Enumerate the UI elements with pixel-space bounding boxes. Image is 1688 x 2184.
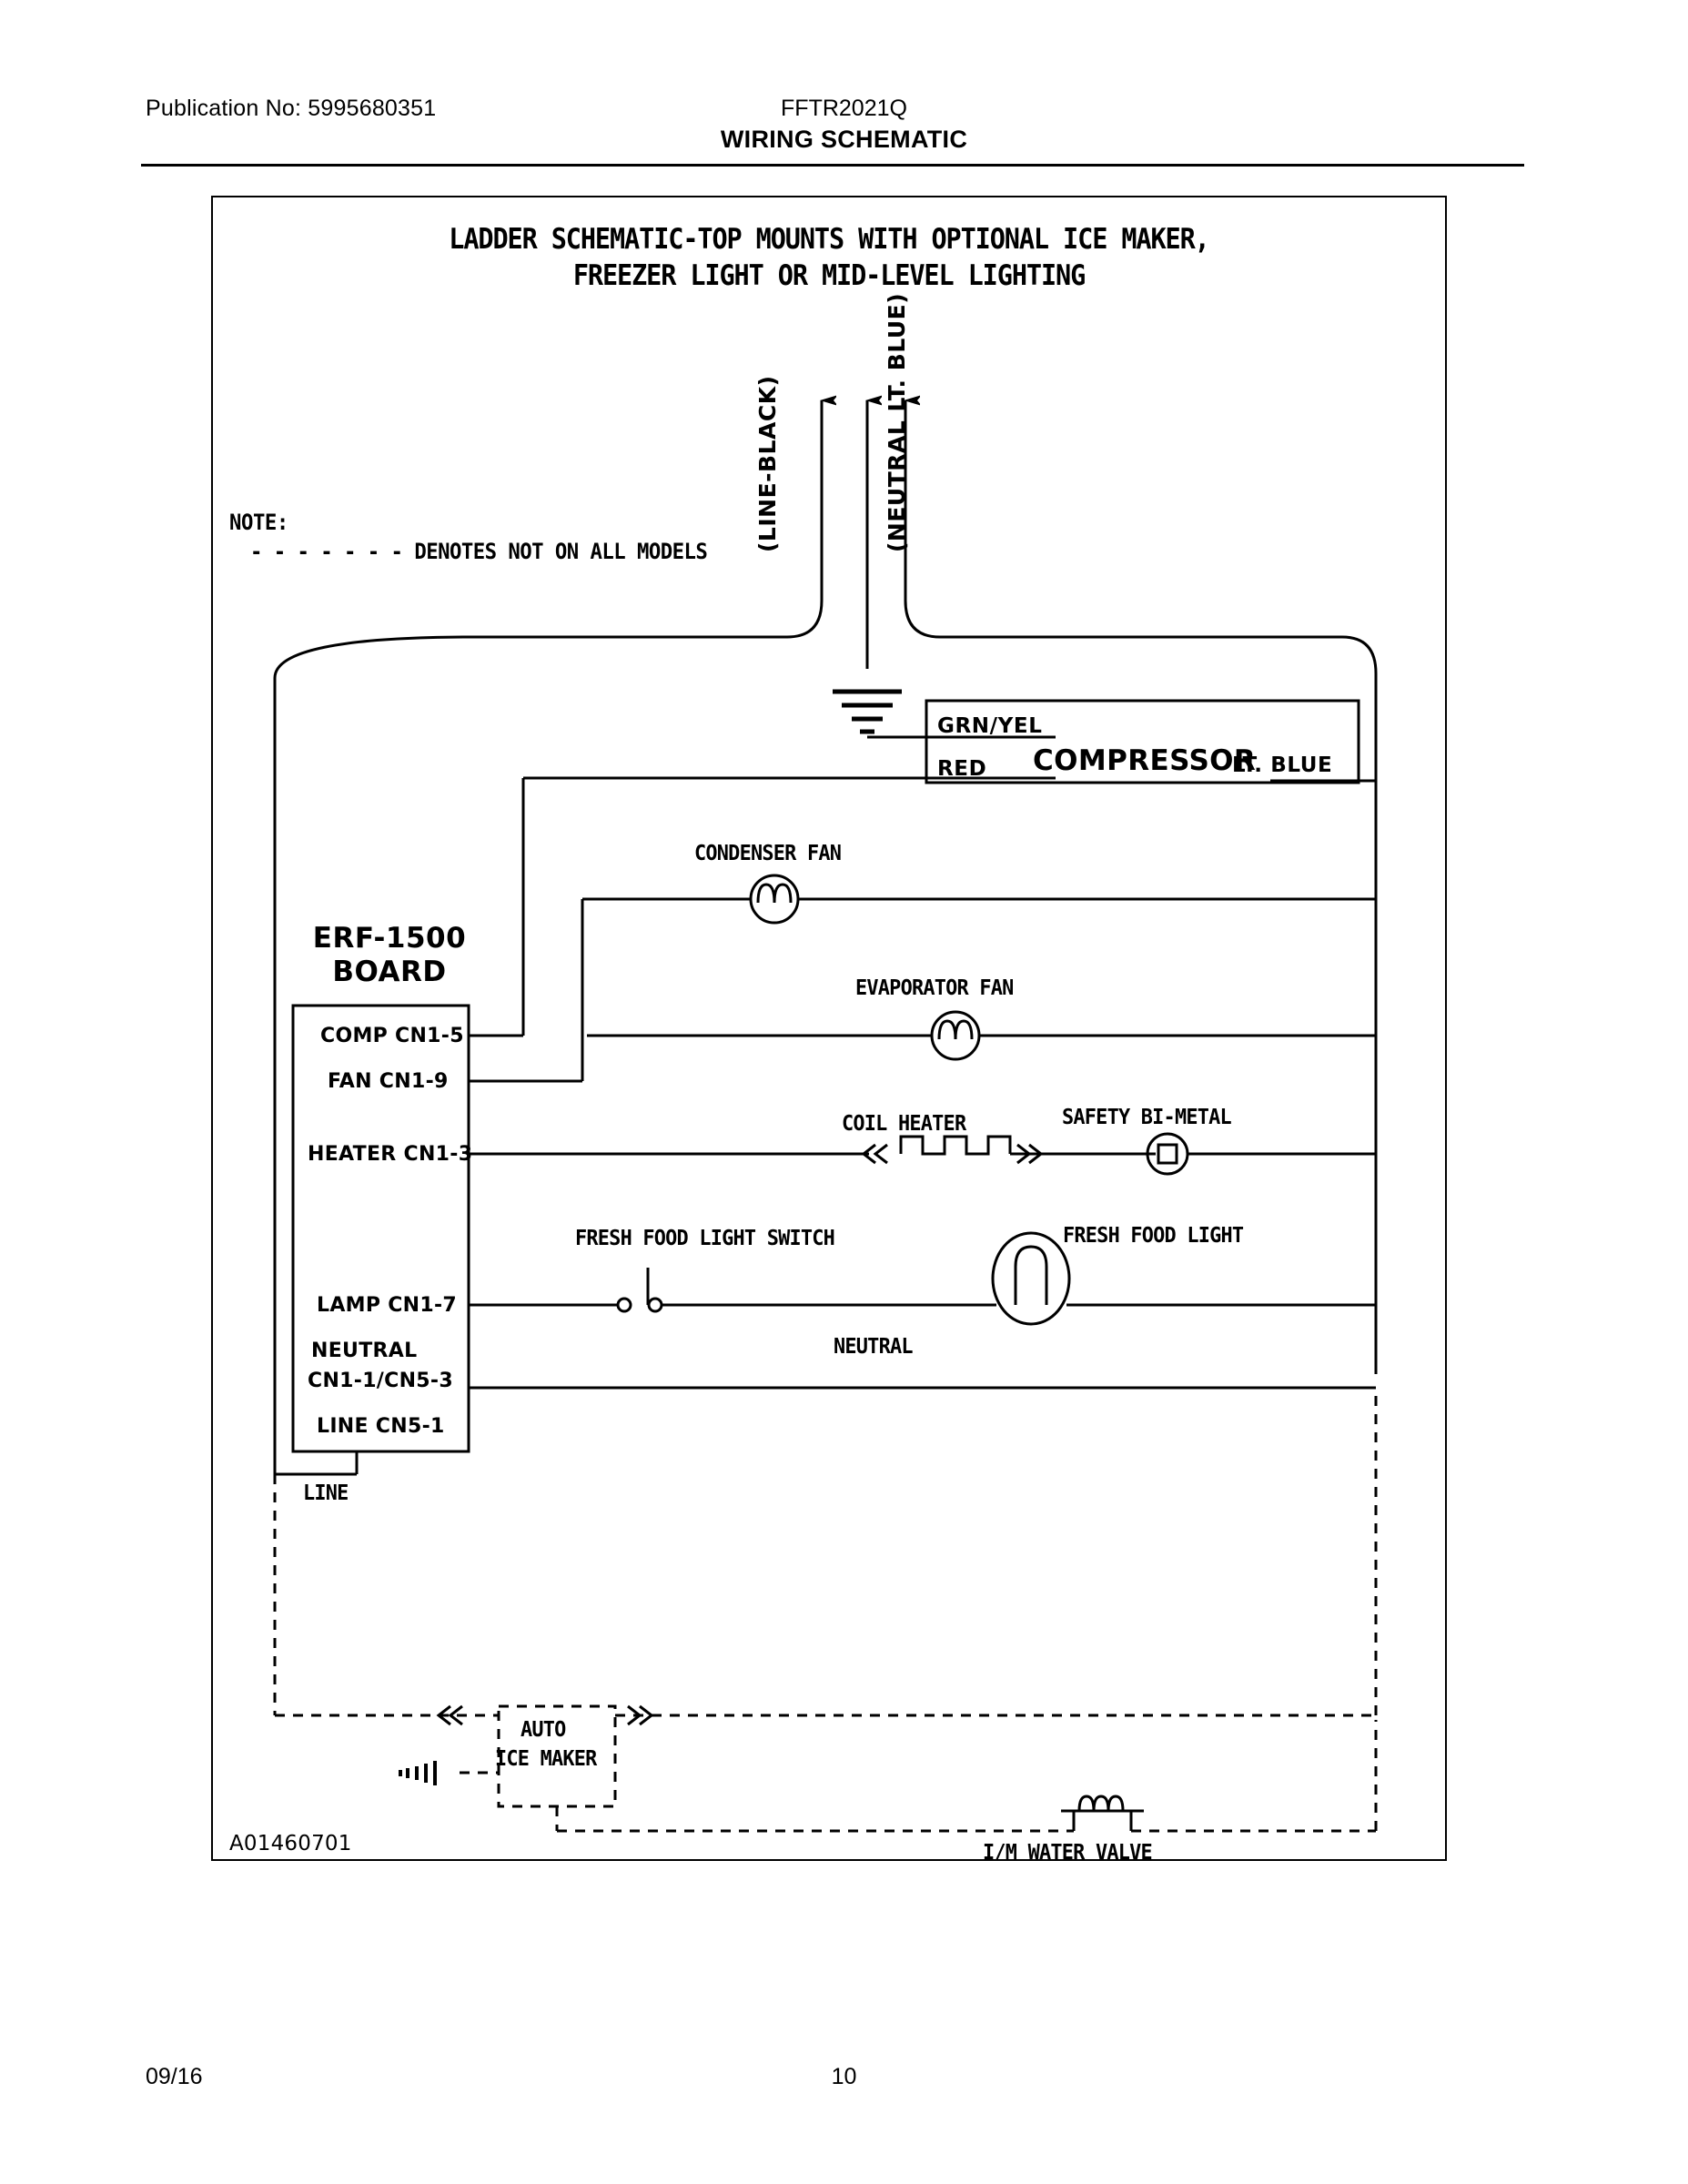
board-terminal-lamp: LAMP CN1-7	[317, 1294, 458, 1317]
note-text: - - - - - - - DENOTES NOT ON ALL MODELS	[250, 539, 708, 564]
condenser-fan-label: CONDENSER FAN	[694, 842, 842, 865]
compressor-run-wire-label: RED	[937, 757, 987, 781]
publication-number: Publication No: 5995680351	[146, 96, 437, 121]
note-label: NOTE:	[229, 510, 288, 535]
footer-page-number: 10	[831, 2064, 857, 2089]
board-terminal-neutral-pins: CN1-1/CN5-3	[308, 1370, 453, 1392]
fresh-food-light-label: FRESH FOOD LIGHT	[1063, 1224, 1244, 1248]
schematic-title-line-2: FREEZER LIGHT OR MID-LEVEL LIGHTING	[572, 259, 1086, 292]
compressor-ground-wire-label: GRN/YEL	[937, 714, 1043, 738]
document-title: WIRING SCHEMATIC	[720, 126, 968, 153]
board-terminal-fan: FAN CN1-9	[328, 1070, 449, 1093]
compressor-label: COMPRESSOR	[1033, 744, 1257, 777]
board-terminal-comp: COMP CN1-5	[320, 1025, 464, 1047]
supply-label-line-black: (LINE-BLACK)	[754, 375, 781, 552]
board-terminal-neutral: NEUTRAL	[311, 1340, 418, 1362]
board-name-line-1: ERF-1500	[312, 922, 467, 955]
board-terminal-line: LINE CN5-1	[317, 1415, 445, 1438]
evaporator-fan-label: EVAPORATOR FAN	[855, 976, 1014, 1000]
footer-date: 09/16	[146, 2064, 203, 2089]
coil-heater-label: COIL HEATER	[842, 1112, 966, 1136]
auto-ice-maker-label-line-2: ICE MAKER	[495, 1747, 597, 1771]
board-name-line-2: BOARD	[332, 956, 447, 988]
water-valve-label: I/M WATER VALVE	[983, 1841, 1152, 1865]
safety-bimetal-label: SAFETY BI-METAL	[1062, 1106, 1231, 1129]
model-number: FFTR2021Q	[781, 96, 907, 121]
schematic-title-line-1: LADDER SCHEMATIC-TOP MOUNTS WITH OPTIONAL ICE MAKER,	[449, 223, 1209, 256]
neutral-rail-label: NEUTRAL	[834, 1335, 913, 1359]
drawing-number: A01460701	[229, 1832, 352, 1855]
auto-ice-maker-label-line-1: AUTO	[521, 1718, 566, 1742]
supply-label-neutral: (NEUTRAL LT. BLUE)	[884, 292, 910, 552]
board-terminal-heater: HEATER CN1-3	[308, 1143, 473, 1166]
line-rail-label: LINE	[303, 1481, 349, 1505]
compressor-common-wire-label: LT. BLUE	[1232, 753, 1333, 777]
fresh-food-light-switch-label: FRESH FOOD LIGHT SWITCH	[575, 1227, 835, 1250]
